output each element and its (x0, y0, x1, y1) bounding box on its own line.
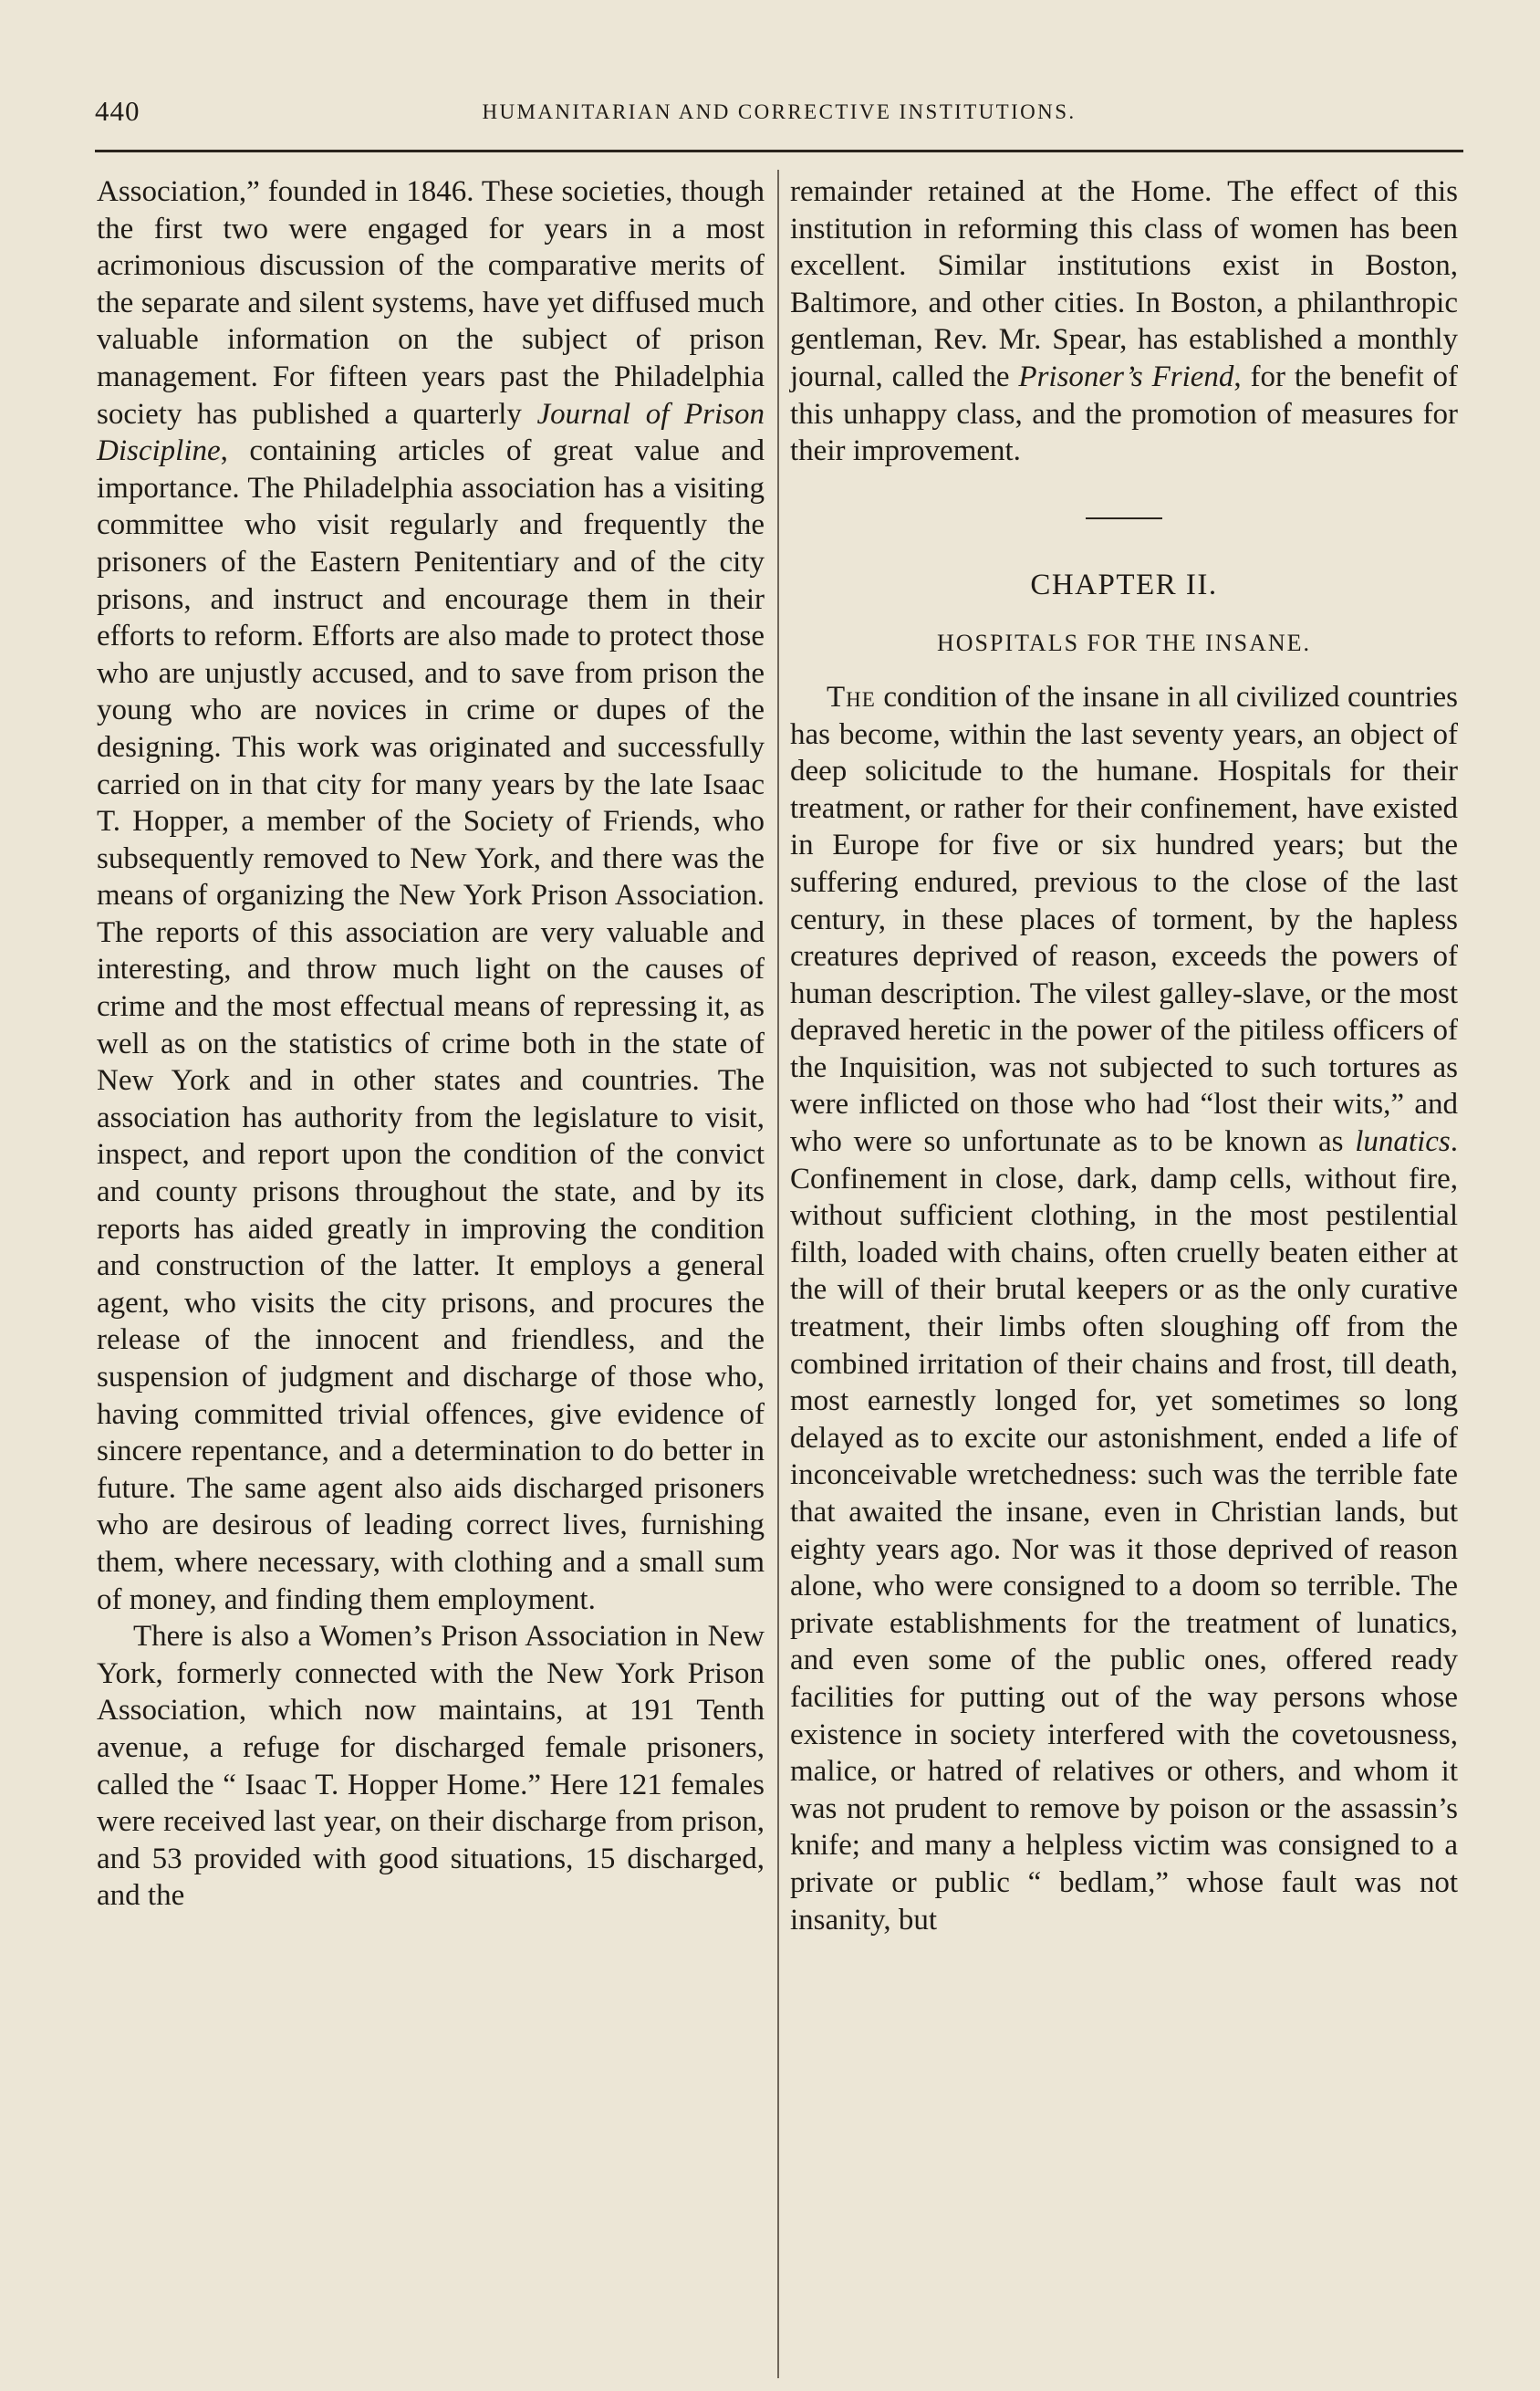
journal-title: Journal of Prison Discipline (97, 397, 765, 468)
text-run: , containing articles of great value and importance. The Philadelphia association has a visiting committee who visit regularly and frequently the prisoners of the Eastern Penitentiary and of the city prisons, and instruct and encourage them in their efforts to reform. Efforts are also made to protect those who are unjustly accused, and to save from prison the young who are novices in crime or dupes of the designing. This work was originated and successfully carried on in that city for many years by the late Isaac T. Hopper, a member of the Society of Friends, who subsequently removed to New York, and there was the means of organizing the New York Prison Association. The reports of this association are very valuable and interesting, and throw much light on the causes of crime and the most effectual means of repressing it, as well as on the statistics of crime both in the state of New York and in other states and countries. The association has authority from the legislature to visit, inspect, and report upon the condition of the convict and county prisons throughout the state, and by its reports has aided greatly in improving the condition and construction of the latter. It employs a general agent, who visits the city prisons, and procures the release of the innocent and friendless, and the suspension of judgment and discharge of those who, having committed trivial offences, give evidence of sincere repentance, and a determination to do better in future. The same agent also aids discharged prisoners who are desirous of leading correct lives, furnishing them, where necessary, with clothing and a small sum of money, and finding them employment. (97, 434, 765, 1616)
column-divider (777, 170, 779, 2378)
text-run: . Confinement in close, dark, damp cells, without fire, without sufficient clothing, in the most pestilential filth, loaded with chains, often cruelly beaten either at the will of their brutal keepers or as the only curative treatment, their limbs often sloughing off from the combined irritation of their chains and frost, till death, most earnestly longed for, yet sometimes so long delayed as to excite our astonishment, ended a life of inconceivable wretchedness: such was the terrible fate that awaited the insane, even in Christian lands, but eighty years ago. Nor was it those deprived of reason alone, who were consigned to a doom so terrible. The private establishments for the treatment of lunatics, and even some of the public ones, offered ready facilities for putting out of the way persons whose existence in society interfered with the covetousness, malice, or hatred of relatives or others, and whom it was not prudent to remove by poison or the assassin’s knife; and many a helpless victim was consigned to a private or public “ bedlam,” whose fault was not insanity, but (790, 1125, 1458, 1937)
right-column (790, 173, 1458, 1938)
text-run: remainder retained at the Home. The effect of this institution in reforming this class of women has been excellent. Similar institutions exist in Boston, Baltimore, and other cities. In Boston, a philanthropic gentleman, Rev. Mr. Spear, has established a monthly journal, called the (790, 175, 1458, 393)
page-number: 440 (95, 95, 140, 127)
chapter-title: CHAPTER II. (1030, 568, 1218, 601)
left-paragraph-1 (97, 173, 765, 1618)
italic-term: lunatics (1355, 1125, 1451, 1159)
left-column (97, 173, 765, 1915)
chapter-subtitle: HOSPITALS FOR THE INSANE. (936, 630, 1312, 657)
right-paragraph-2 (790, 679, 1458, 1938)
running-title: HUMANITARIAN AND CORRECTIVE INSTITUTIONS. (482, 100, 1077, 123)
text-run: , for the benefit of this unhappy class, and the promotion of measures for their improvement. (790, 360, 1458, 468)
header-rule (95, 150, 1463, 152)
text-run: Association,” founded in 1846. These societies, though the first two were engaged for years in a most acrimonious discussion of the comparative merits of the separate and silent systems, have yet diffused much valuable information on the subject of prison management. For fifteen years past the Philadelphia society has published a quarterly (97, 175, 765, 431)
page-header (95, 95, 1463, 135)
right-paragraph-1 (790, 173, 1458, 470)
section-rule (1086, 517, 1162, 519)
lead-word: The (827, 680, 876, 714)
text-run: condition of the insane in all civilized countries has become, within the last seventy years, an object of deep solicitude to the humane. Hospitals for their treatment, or rather for their confinement, have existed in Europe for five or six hundred years; but the suffering endured, previous to the close of the last century, in these places of torment, by the hapless creatures deprived of reason, exceeds the powers of human description. The vilest galley-slave, or the most depraved heretic in the power of the pitiless officers of the Inquisition, was not subjected to such tortures as were inflicted on those who had “lost their wits,” and who were so unfortunate as to be known as (790, 680, 1458, 1159)
journal-title: Prisoner’s Friend (1018, 360, 1234, 393)
left-paragraph-2: There is also a Women’s Prison Association in New York, formerly connected with the New York Prison Association, which now maintains, at 191 Tenth avenue, a refuge for discharged female prisoners, called the “ Isaac T. Hopper Home.” Here 121 females were received last year, on their discharge from prison, and 53 provided with good situations, 15 discharged, and the (97, 1620, 765, 1913)
